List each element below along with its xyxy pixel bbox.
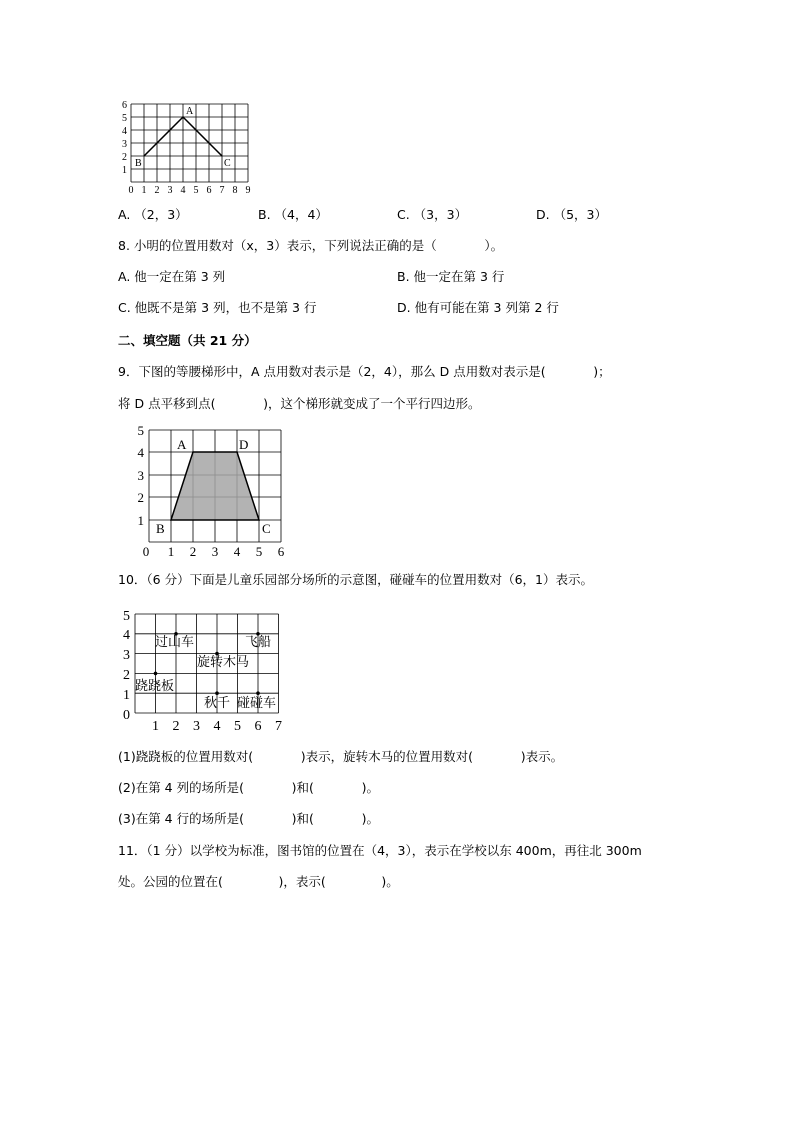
y-tick: 0	[123, 708, 130, 723]
x-tick: 5	[193, 185, 199, 196]
point-label-d: D	[239, 437, 249, 452]
x-tick: 7	[219, 185, 225, 196]
y-tick: 4	[123, 628, 130, 643]
y-tick: 1	[122, 165, 127, 176]
place-bumper-car: 碰碰车	[237, 696, 277, 711]
x-tick: 3	[193, 719, 200, 734]
q10-stem: 10．（6 分）下面是儿童乐园部分场所的示意图，碰碰车的位置用数对（6，1）表示。	[118, 572, 593, 587]
q7-grid-figure	[116, 98, 261, 198]
q10-sub3: (3)在第 4 行的场所是( )和( )。	[118, 811, 379, 826]
x-tick: 2	[154, 185, 160, 196]
point-label-a: A	[177, 437, 187, 452]
x-tick: 6	[206, 185, 212, 196]
q8-option-b: B. 他一定在第 3 行	[397, 269, 505, 284]
q11-line2: 处。公园的位置在( )，表示( )。	[118, 874, 399, 889]
x-tick: 3	[167, 185, 173, 196]
y-tick: 3	[123, 648, 130, 663]
y-tick: 6	[122, 100, 127, 111]
point-label-b: B	[135, 158, 142, 169]
q7-option-b: B. （4，4）	[258, 207, 328, 222]
section-title: 二、填空题（共 21 分）	[118, 333, 257, 348]
x-tick: 6	[254, 719, 262, 734]
point-label-b: B	[156, 521, 165, 536]
y-tick: 2	[123, 668, 130, 683]
x-tick: 4	[180, 185, 186, 196]
y-tick: 1	[137, 513, 144, 528]
x-tick: 5	[234, 719, 241, 734]
x-tick: 2	[172, 719, 180, 734]
y-tick: 3	[122, 139, 127, 150]
q11-line1: 11．（1 分）以学校为标准，图书馆的位置在（4，3），表示在学校以东 400m，再往北 300m	[118, 843, 642, 858]
place-spaceship: 飞船	[245, 635, 272, 650]
y-tick: 5	[137, 423, 144, 438]
q7-option-d: D. （5，3）	[536, 207, 607, 222]
q8-stem: 8. 小明的位置用数对（x，3）表示，下列说法正确的是（ ）。	[118, 238, 504, 253]
x-tick: 4	[233, 544, 241, 559]
y-tick: 2	[137, 490, 144, 505]
point-label-c: C	[224, 158, 231, 169]
x-tick: 1	[167, 544, 175, 559]
q9-trapezoid-figure	[130, 420, 295, 560]
x-tick: 1	[141, 185, 147, 196]
q8-option-d: D. 他有可能在第 3 列第 2 行	[397, 300, 559, 315]
q8-option-c: C. 他既不是第 3 列，也不是第 3 行	[118, 300, 317, 315]
x-tick: 7	[275, 719, 282, 734]
y-tick: 5	[122, 113, 127, 124]
q7-option-a: A. （2，3）	[118, 207, 188, 222]
y-tick: 3	[137, 468, 144, 483]
x-tick: 1	[152, 719, 159, 734]
place-swing: 秋千	[204, 696, 231, 711]
y-tick: 4	[137, 445, 144, 460]
x-tick: 4	[213, 719, 221, 734]
q8-option-a: A. 他一定在第 3 列	[118, 269, 226, 284]
x-tick: 2	[189, 544, 197, 559]
y-tick: 2	[122, 152, 127, 163]
y-tick: 1	[123, 688, 130, 703]
point-label-c: C	[262, 521, 271, 536]
point-label-a: A	[186, 106, 194, 117]
q7-option-c: C. （3，3）	[397, 207, 468, 222]
x-tick: 0	[142, 544, 150, 559]
place-roller-coaster: 过山车	[155, 635, 195, 650]
q9-line1: 9．下图的等腰梯形中，A 点用数对表示是（2，4），那么 D 点用数对表示是( )；	[118, 364, 611, 379]
trapezoid	[171, 452, 259, 520]
q10-sub1: (1)跷跷板的位置用数对( )表示，旋转木马的位置用数对( )表示。	[118, 749, 564, 764]
q10-sub2: (2)在第 4 列的场所是( )和( )。	[118, 780, 379, 795]
x-tick: 5	[255, 544, 263, 559]
x-tick: 3	[211, 544, 219, 559]
q10-park-map-figure	[113, 600, 293, 735]
y-tick: 4	[122, 126, 127, 137]
x-tick: 9	[245, 185, 251, 196]
place-seesaw: 跷跷板	[135, 679, 175, 694]
x-tick: 8	[232, 185, 238, 196]
place-carousel: 旋转木马	[197, 655, 250, 670]
y-tick: 5	[123, 609, 130, 624]
x-tick: 6	[277, 544, 285, 559]
x-tick: 0	[128, 185, 134, 196]
q9-line2: 将 D 点平移到点( )，这个梯形就变成了一个平行四边形。	[118, 396, 481, 411]
